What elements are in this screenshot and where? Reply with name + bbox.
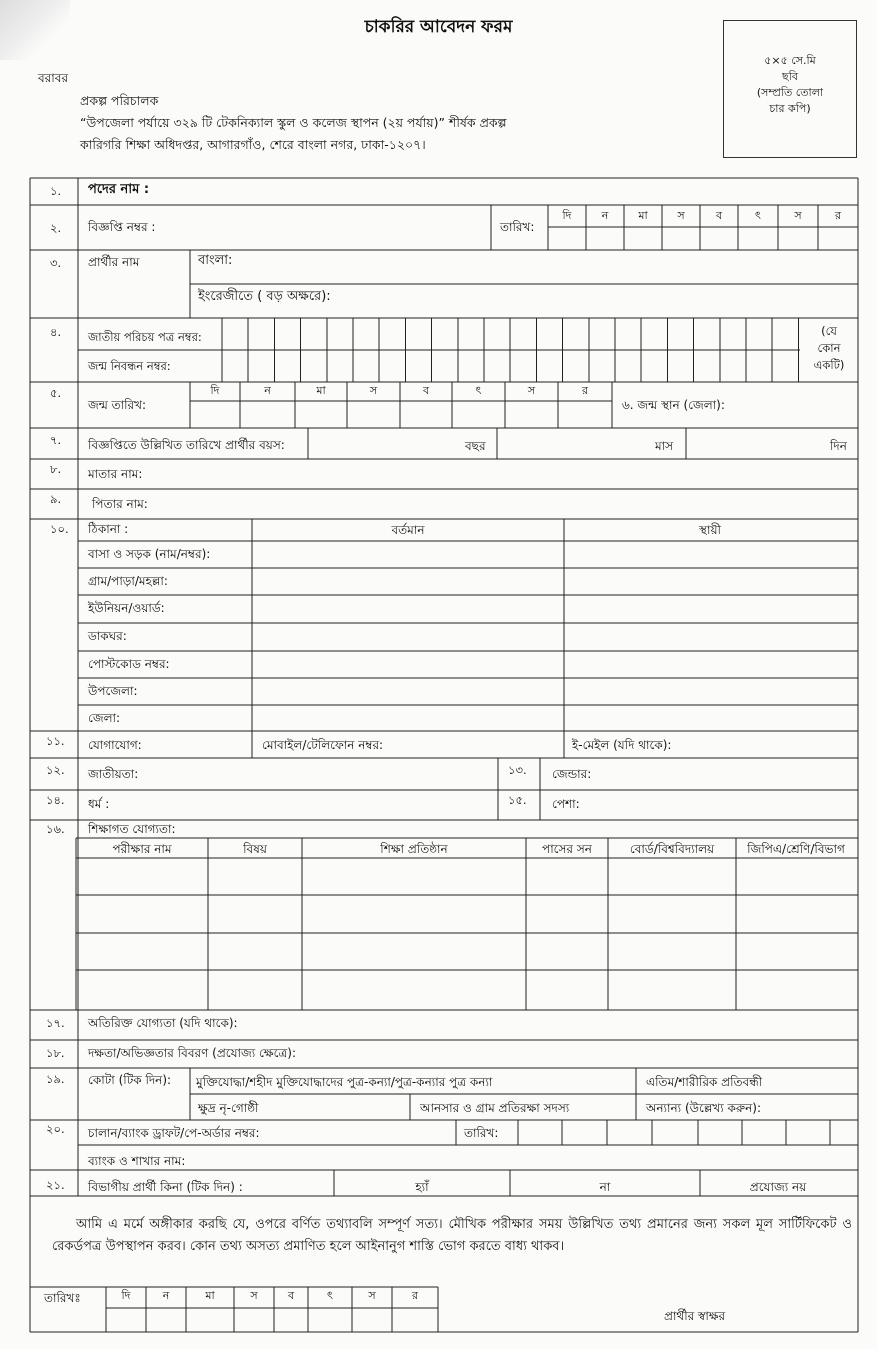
date-letter: মা — [638, 209, 648, 222]
date-letter: র — [834, 209, 842, 222]
address-field-label: ডাকঘর: — [88, 629, 127, 643]
date-letter: ন — [601, 209, 609, 222]
education-label: শিক্ষাগত যোগ্যতা: — [88, 822, 176, 836]
dob-letter: ন — [264, 384, 271, 397]
address-field-label: জেলা: — [88, 711, 121, 725]
father-name-label: পিতার নাম: — [92, 497, 148, 511]
row-number-17: ১৭. — [46, 1016, 65, 1030]
photo-label: ছবি — [782, 70, 798, 83]
dob-letter: ৎ — [475, 384, 482, 397]
date-letter: ৎ — [755, 209, 761, 222]
dob-letter: দি — [210, 384, 220, 397]
email-label: ই-মেইল (যদি থাকে): — [572, 738, 672, 752]
footer-date-label: তারিখঃ — [44, 1291, 81, 1305]
edu-col-header: পরীক্ষার নাম — [112, 842, 172, 856]
row-number-14: ১৪. — [46, 793, 65, 807]
circular-number-label: বিজ্ঞপ্তি নম্বর : — [88, 220, 156, 234]
either-note-3: একটি) — [813, 358, 845, 372]
dob-letter: স — [369, 384, 378, 397]
option-not-applicable: প্রযোজ্য নয় — [749, 1180, 807, 1194]
quota-ethnic-minority: ক্ষুদ্র নৃ-গোষ্ঠী — [198, 1101, 259, 1115]
permanent-address-header: স্থায়ী — [699, 523, 721, 537]
dob-letter: মা — [316, 384, 326, 397]
address-line-2: “উপজেলা পর্যায়ে ৩২৯ টি টেকনিক্যাল স্কুল ও কলেজ স্থাপন (২য় পর্যায়)” শীর্ষক প্রকল্প — [80, 115, 507, 130]
age-year-label: বছর — [465, 439, 486, 453]
row-number-1: ১. — [50, 184, 62, 198]
address-field-label: পোস্টকোড নম্বর: — [88, 657, 170, 671]
photo-note-2: চার কপি) — [769, 102, 811, 115]
departmental-label: বিভাগীয় প্রার্থী কিনা (টিক দিন) : — [88, 1180, 243, 1194]
date-letter: দি — [562, 209, 572, 222]
address-field-label: উপজেলা: — [88, 684, 138, 698]
address-line-1: প্রকল্প পরিচালক — [80, 93, 159, 108]
present-address-header: বর্তমান — [391, 523, 425, 537]
row-number-13: ১৩. — [508, 763, 527, 777]
row-number-5: ৫. — [50, 386, 62, 400]
address-field-label: গ্রাম/পাড়া/মহল্লা: — [88, 574, 168, 588]
circular-date-label: তারিখ: — [500, 220, 535, 234]
option-yes: হ্যাঁ — [415, 1180, 429, 1194]
extra-qualification-label: অতিরিক্ত যোগ্যতা (যদি থাকে): — [88, 1016, 238, 1030]
photo-note-1: (সম্প্রতি তোলা — [756, 86, 824, 99]
date-letter: স — [677, 209, 685, 222]
signature-label: প্রার্থীর স্বাক্ষর — [664, 1309, 726, 1323]
row-number-15: ১৫. — [508, 793, 527, 807]
row-number-2: ২. — [50, 221, 62, 235]
applicant-name-label: প্রার্থীর নাম — [88, 255, 140, 269]
footer-date-letter: ন — [162, 1289, 170, 1302]
quota-others: অন্যান্য (উল্লেখ্য করুন): — [646, 1101, 762, 1115]
date-letter: স — [794, 209, 802, 222]
quota-orphan-disabled: এতিম/শারীরিক প্রতিবন্ধী — [646, 1075, 763, 1089]
dob-letter: ব — [422, 384, 430, 397]
edu-col-header: বিষয় — [243, 842, 267, 856]
birth-place-label: ৬. জন্ম স্থান (জেলা): — [622, 398, 725, 412]
experience-label: দক্ষতা/অভিজ্ঞতার বিবরণ (প্রযোজ্য ক্ষেত্রে): — [88, 1046, 297, 1060]
nid-label: জাতীয় পরিচয় পত্র নম্বর: — [88, 330, 202, 344]
address-line-3: কারিগরি শিক্ষা অধিদপ্তর, আগারগাঁও, শেরে বাংলা নগর, ঢাকা-১২০৭। — [80, 137, 426, 152]
gender-label: জেন্ডার: — [552, 767, 592, 781]
row-number-19: ১৯. — [46, 1072, 65, 1086]
row-number-3: ৩. — [50, 256, 62, 270]
bank-branch-label: ব্যাংক ও শাখার নাম: — [88, 1154, 186, 1168]
footer-date-letter: স — [368, 1289, 376, 1302]
edu-col-header: জিপিএ/শ্রেণি/বিভাগ — [747, 842, 845, 856]
footer-date-letter: দি — [121, 1289, 131, 1302]
row-number-8: ৮. — [50, 462, 62, 476]
declaration-text: আমি এ মর্মে অঙ্গীকার করছি যে, ওপরে বর্ণিত তথ্যাবলি সম্পূর্ণ সত্য। মৌখিক পরীক্ষার সময় উল্লিখিত তথ্য প্রমানের জন্য সকল মূল সার্টিফিকেট ও রেকর্ডপত্র উপস্থাপন করব। কোন তথ্য অসত্য প্রমাণিত হলে আইনানুগ শাস্তি ভোগ করতে বাধ্য থাকব। — [52, 1217, 852, 1254]
row-number-21: ২১. — [46, 1178, 65, 1192]
name-english-label: ইংরেজীতে ( বড় অক্ষরে): — [198, 289, 331, 304]
row-number-7: ৭. — [50, 433, 62, 447]
row-number-20: ২০. — [46, 1122, 65, 1136]
contact-label: যোগাযোগ: — [88, 738, 142, 752]
birth-date-label: জন্ম তারিখ: — [88, 398, 147, 412]
age-month-label: মাস — [655, 439, 674, 453]
birth-reg-label: জন্ম নিবন্ধন নম্বর: — [88, 359, 171, 373]
row-number-12: ১২. — [46, 763, 65, 777]
occupation-label: পেশা: — [552, 797, 580, 811]
address-field-label: ইউনিয়ন/ওয়ার্ড: — [88, 601, 165, 615]
address-to: বরাবর — [38, 71, 69, 85]
row-number-4: ৪. — [50, 325, 62, 339]
age-label: বিজ্ঞপ্তিতে উল্লিখিত তারিখে প্রার্থীর বয়স: — [88, 438, 285, 452]
dob-letter: র — [581, 384, 589, 397]
either-note-2: কোন — [817, 341, 841, 355]
religion-label: ধর্ম : — [88, 797, 110, 811]
photo-size: ৫×৫ সে.মি — [764, 54, 816, 67]
footer-date-letter: ব — [287, 1289, 295, 1302]
nationality-label: জাতীয়তা: — [88, 767, 139, 781]
quota-label: কোটা (টিক দিন): — [88, 1073, 172, 1087]
footer-date-letter: স — [250, 1289, 258, 1302]
edu-col-header: পাসের সন — [542, 842, 592, 856]
address-field-label: বাসা ও সড়ক (নাম/নম্বর): — [88, 547, 211, 561]
date-letter: ব — [715, 209, 723, 222]
footer-date-letter: র — [411, 1289, 419, 1302]
footer-date-letter: ৎ — [327, 1289, 333, 1302]
row-number-10: ১০. — [50, 522, 69, 536]
row-number-18: ১৮. — [46, 1046, 65, 1060]
age-day-label: দিন — [830, 439, 847, 453]
edu-col-header: বোর্ড/বিশ্ববিদ্যালয় — [629, 842, 715, 856]
row-number-9: ৯. — [50, 492, 62, 506]
quota-ansar-vdp: আনসার ও গ্রাম প্রতিরক্ষা সদস্য — [420, 1101, 570, 1115]
name-bangla-label: বাংলা: — [198, 253, 233, 268]
address-section-label: ঠিকানা : — [88, 522, 129, 536]
row-number-16: ১৬. — [46, 822, 65, 836]
dob-letter: স — [527, 384, 536, 397]
quota-freedom-fighter: মুক্তিযোদ্ধা/শহীদ মুক্তিযোদ্ধাদের পুত্র-কন্যা/পুত্র-কন্যার পুত্র কন্যা — [196, 1075, 493, 1089]
mobile-label: মোবাইল/টেলিফোন নম্বর: — [262, 738, 384, 752]
edu-col-header: শিক্ষা প্রতিষ্ঠান — [380, 842, 448, 856]
challan-date-label: তারিখ: — [464, 1126, 499, 1140]
either-note-1: (যে — [821, 324, 837, 338]
post-name-label: পদের নাম : — [88, 182, 150, 197]
challan-label: চালান/ব্যাংক ড্রাফট/পে-অর্ডার নম্বর: — [88, 1126, 260, 1140]
form-title: চাকরির আবেদন ফরম — [364, 17, 513, 37]
row-number-11: ১১. — [46, 734, 65, 748]
footer-date-letter: মা — [205, 1289, 215, 1302]
option-no: না — [599, 1180, 611, 1194]
mother-name-label: মাতার নাম: — [88, 467, 143, 481]
